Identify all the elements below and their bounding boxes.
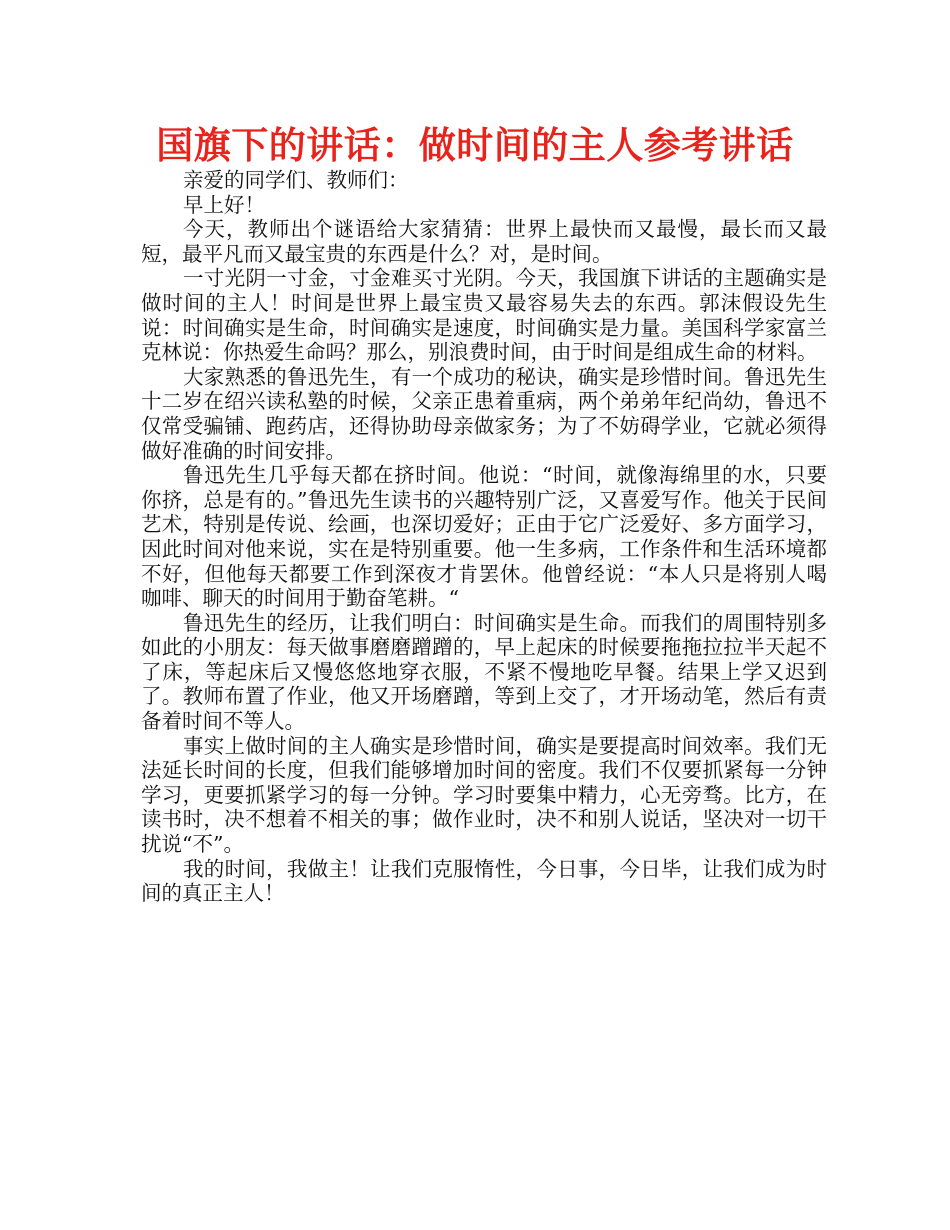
paragraph: 大家熟悉的鲁迅先生，有一个成功的秘诀，确实是珍惜时间。鲁迅先生十二岁在绍兴读私塾的时候，父亲正患着重病，两个弟弟年纪尚幼，鲁迅不仅常受骗铺、跑药店，还得协助母亲做家务；为了不妨碍学业，它就必须得做好准确的时间安排。 (141, 364, 827, 463)
paragraph: 鲁迅先生的经历，让我们明白：时间确实是生命。而我们的周围特别多如此的小朋友：每天做事磨磨蹭蹭的，早上起床的时候要拖拖拉拉半天起不了床，等起床后又慢悠悠地穿衣服，不紧不慢地吃早餐。结果上学又迟到了。教师布置了作业，他又开场磨蹭，等到上交了，才开场动笔，然后有责备着时间不等人。 (141, 610, 827, 734)
greeting: 早上好！ (183, 192, 265, 217)
paragraph: 事实上做时间的主人确实是珍惜时间，确实是要提高时间效率。我们无法延长时间的长度，但我们能够增加时间的密度。我们不仅要抓紧每一分钟学习，更要抓紧学习的每一分钟。学习时要集中精力，心无旁骛。比方，在读书时，决不想着不相关的事；做作业时，决不和别人说话，坚决对一切干扰说“不”。 (141, 733, 827, 857)
paragraph: 今天，教师出个谜语给大家猜猜：世界上最快而又最慢，最长而又最短，最平凡而又最宝贵的东西是什么？对，是时间。 (141, 217, 827, 266)
document-body (141, 168, 827, 906)
closing-paragraph: 我的时间，我做主！让我们克服惰性，今日事，今日毕，让我们成为时间的真正主人！ (141, 856, 827, 906)
paragraph: 一寸光阴一寸金，寸金难买寸光阴。今天，我国旗下讲话的主题确实是做时间的主人！时间是世界上最宝贵又最容易失去的东西。郭沫假设先生说：时间确实是生命，时间确实是速度，时间确实是力量。美国科学家富兰克林说：你热爱生命吗？那么，别浪费时间，由于时间是组成生命的材料。 (141, 266, 827, 365)
paragraph: 鲁迅先生几乎每天都在挤时间。他说：“时间，就像海绵里的水，只要你挤，总是有的。”鲁迅先生读书的兴趣特别广泛，又喜爱写作。他关于民间艺术，特别是传说、绘画，也深切爱好；正由于它广泛爱好、多方面学习，因此时间对他来说，实在是特别重要。他一生多病，工作条件和生活环境都不好，但他每天都要工作到深夜才肯罢休。他曾经说：“本人只是将别人喝咖啡、聊天的时间用于勤奋笔耕。“ (141, 463, 827, 611)
salutation: 亲爱的同学们、教师们： (183, 168, 409, 192)
document-title: 国旗下的讲话：做时间的主人参考讲话 (156, 124, 794, 167)
